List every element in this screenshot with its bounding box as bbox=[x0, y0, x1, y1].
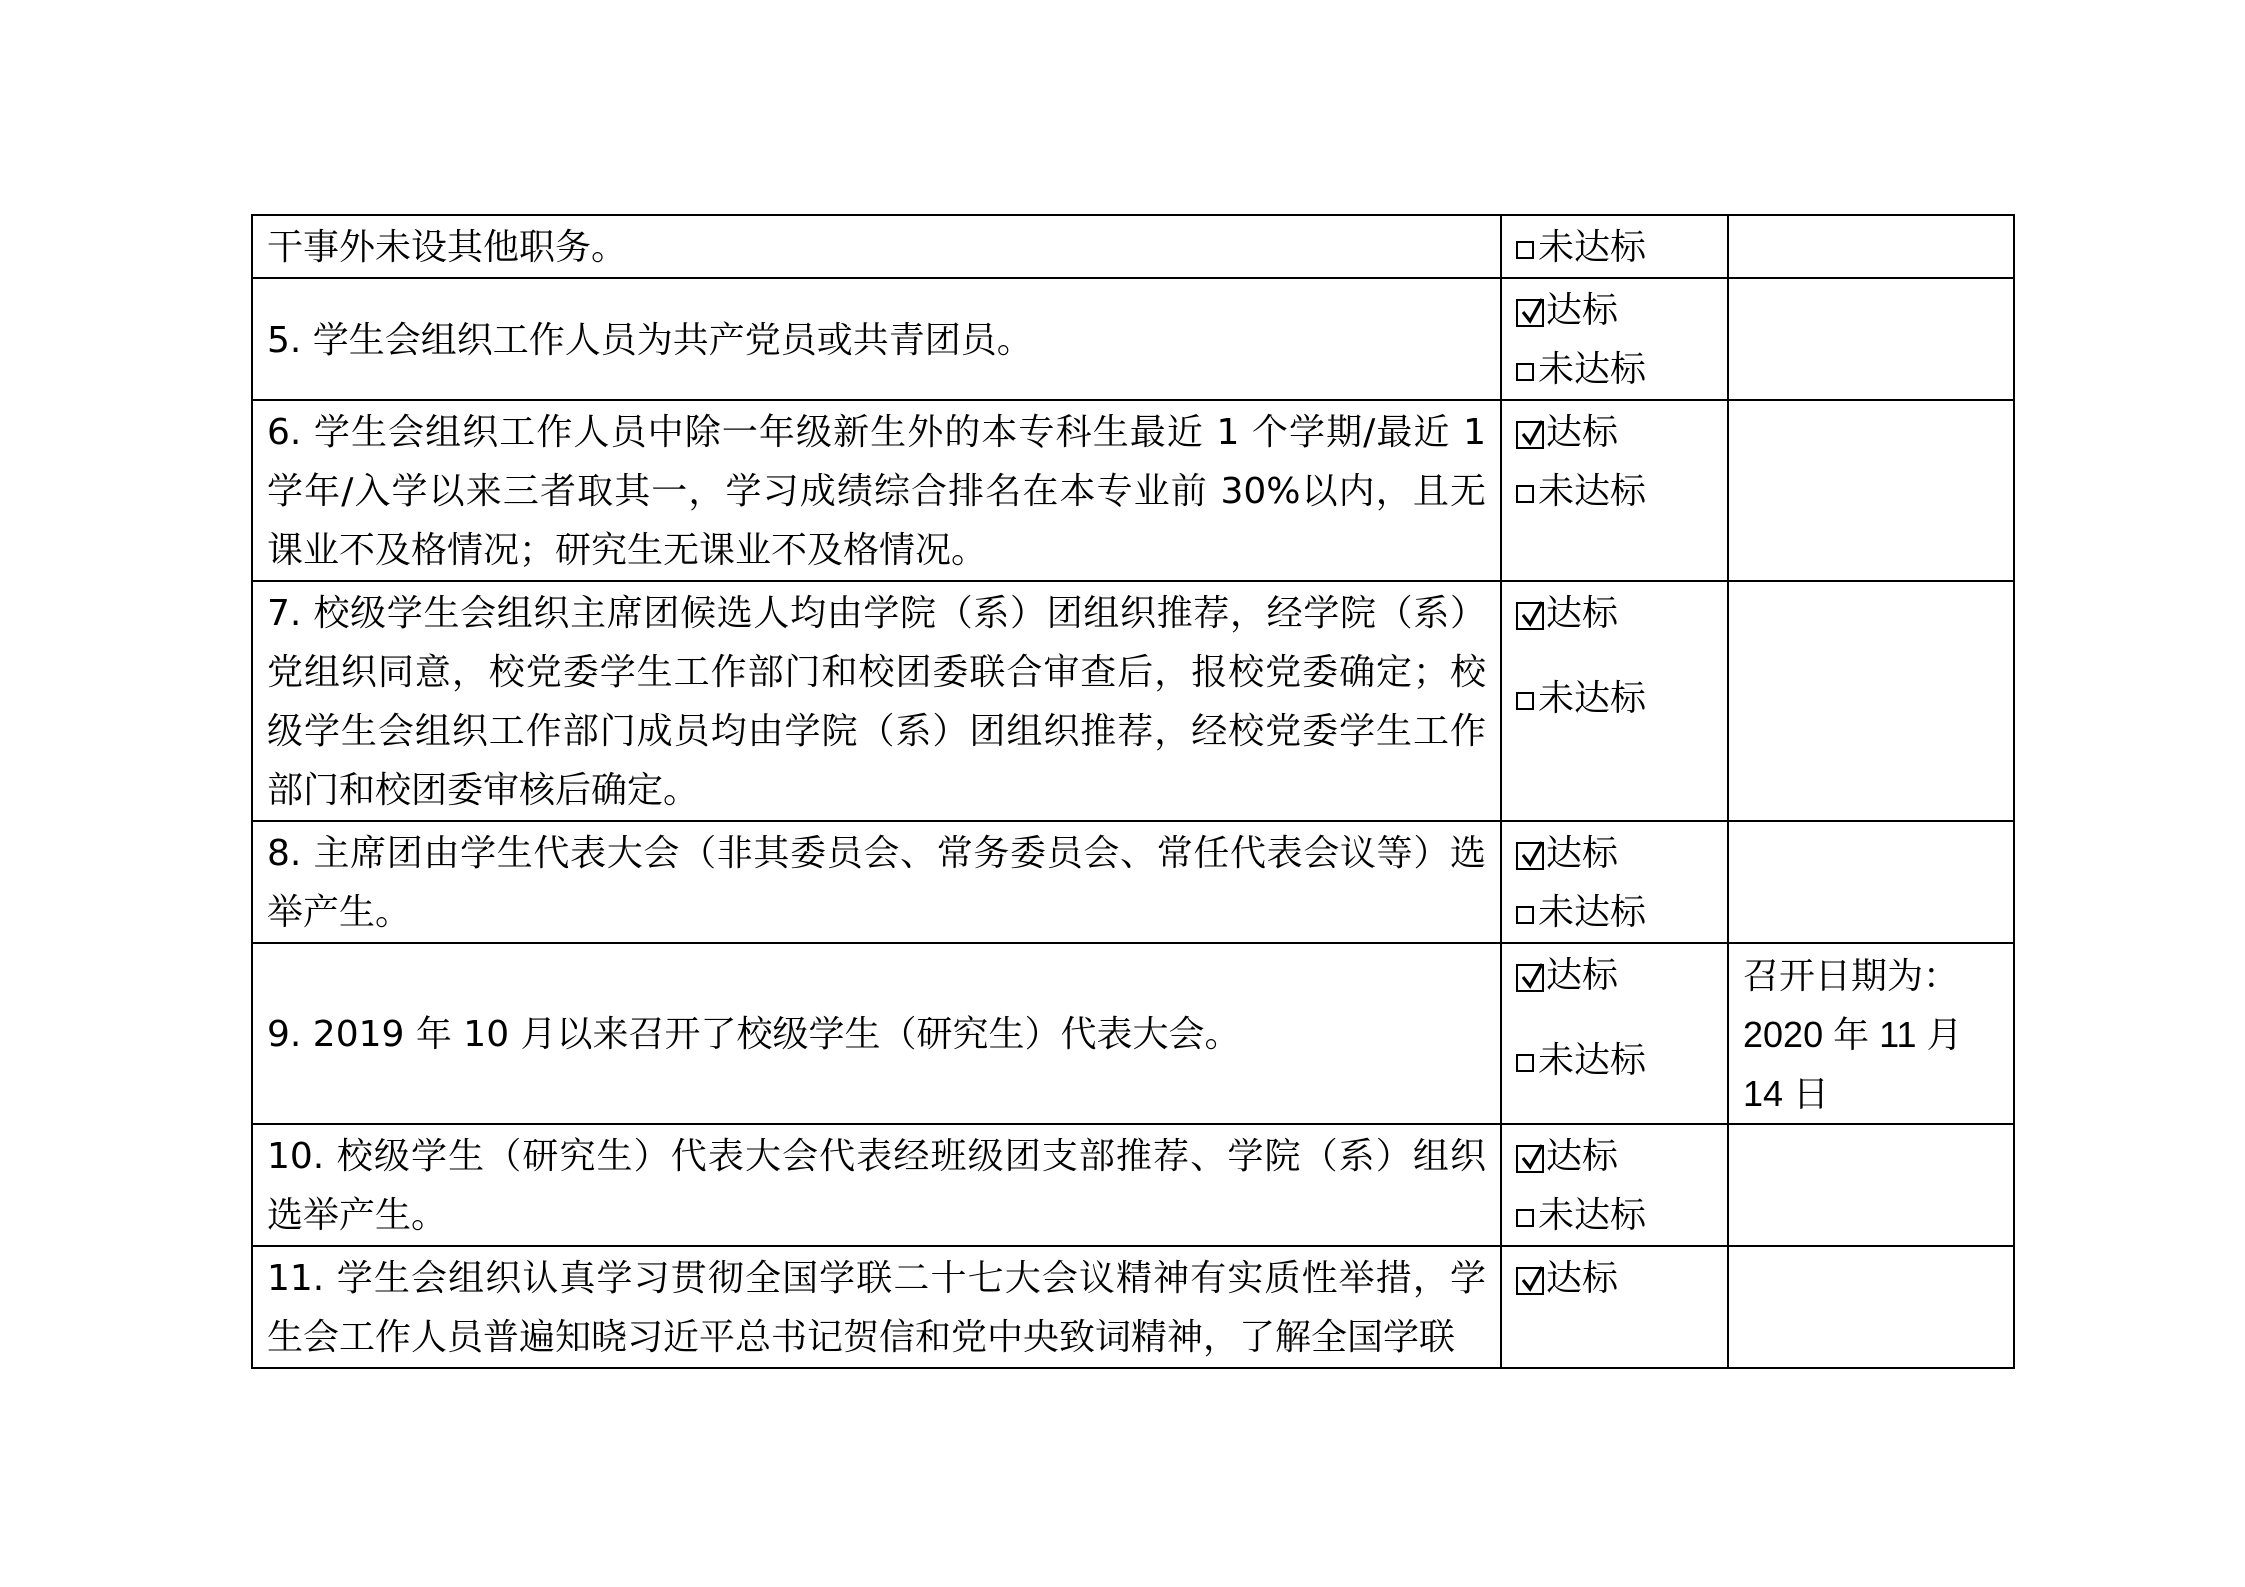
status-pass-label: 达标 bbox=[1546, 593, 1619, 634]
item-text: 5. 学生会组织工作人员为共产党员或共青团员。 bbox=[267, 319, 1033, 361]
note-text bbox=[1729, 822, 2013, 824]
status-option-fail[interactable] bbox=[1516, 1031, 1727, 1090]
checkbox-checked-icon[interactable] bbox=[1516, 842, 1544, 870]
checkbox-unchecked-icon[interactable] bbox=[1516, 485, 1534, 503]
table-row bbox=[252, 215, 2014, 278]
status-cell bbox=[1501, 278, 1728, 400]
status-cell bbox=[1501, 1246, 1728, 1368]
note-text bbox=[1729, 1247, 2013, 1249]
table-row bbox=[252, 400, 2014, 581]
table-row bbox=[252, 1124, 2014, 1246]
status-pass-label: 达标 bbox=[1546, 290, 1619, 331]
note-text bbox=[1729, 216, 2013, 218]
item-cell bbox=[252, 215, 1501, 278]
table-row bbox=[252, 581, 2014, 821]
status-pass-label: 达标 bbox=[1546, 955, 1619, 996]
status-option-fail[interactable] bbox=[1516, 340, 1727, 399]
item-cell bbox=[252, 400, 1501, 581]
status-fail-label: 未达标 bbox=[1538, 678, 1647, 719]
status-option-fail[interactable] bbox=[1516, 669, 1727, 728]
note-text bbox=[1729, 279, 2013, 281]
checkbox-checked-icon[interactable] bbox=[1516, 1145, 1544, 1173]
status-pass-label: 达标 bbox=[1546, 1258, 1619, 1299]
status-option-fail[interactable] bbox=[1516, 883, 1727, 942]
status-cell bbox=[1501, 400, 1728, 581]
checkbox-unchecked-icon[interactable] bbox=[1516, 241, 1534, 259]
checkbox-unchecked-icon[interactable] bbox=[1516, 1054, 1534, 1072]
status-fail-label: 未达标 bbox=[1538, 892, 1647, 933]
status-cell bbox=[1501, 215, 1728, 278]
status-pass-label: 达标 bbox=[1546, 833, 1619, 874]
item-cell bbox=[252, 1246, 1501, 1368]
status-option-pass[interactable] bbox=[1516, 281, 1727, 340]
note-cell bbox=[1728, 400, 2014, 581]
table-row bbox=[252, 278, 2014, 400]
note-cell bbox=[1728, 278, 2014, 400]
table-row bbox=[252, 943, 2014, 1124]
status-pass-label: 达标 bbox=[1546, 1136, 1619, 1177]
item-cell bbox=[252, 1124, 1501, 1246]
checkbox-checked-icon[interactable] bbox=[1516, 964, 1544, 992]
checkbox-checked-icon[interactable] bbox=[1516, 1267, 1544, 1295]
status-fail-label: 未达标 bbox=[1538, 1195, 1647, 1236]
note-cell bbox=[1728, 943, 2014, 1124]
checkbox-unchecked-icon[interactable] bbox=[1516, 692, 1534, 710]
item-cell bbox=[252, 581, 1501, 821]
status-option-fail[interactable] bbox=[1516, 218, 1727, 277]
item-cell bbox=[252, 821, 1501, 943]
table-row bbox=[252, 821, 2014, 943]
checkbox-checked-icon[interactable] bbox=[1516, 602, 1544, 630]
checkbox-checked-icon[interactable] bbox=[1516, 421, 1544, 449]
item-text: 7. 校级学生会组织主席团候选人均由学院（系）团组织推荐，经学院（系）党组织同意，校党委学生工作部门和校团委联合审查后，报校党委确定；校级学生会组织工作部门成员均由学院（系）团组织推荐，经校党委学生工作部门和校团委审核后确定。 bbox=[267, 593, 1486, 811]
checkbox-unchecked-icon[interactable] bbox=[1516, 906, 1534, 924]
status-cell bbox=[1501, 943, 1728, 1124]
status-option-fail[interactable] bbox=[1516, 462, 1727, 521]
table-row bbox=[252, 1246, 2014, 1368]
checkbox-unchecked-icon[interactable] bbox=[1516, 363, 1534, 381]
status-cell bbox=[1501, 581, 1728, 821]
item-text: 11. 学生会组织认真学习贯彻全国学联二十七大会议精神有实质性举措，学生会工作人员普遍知晓习近平总书记贺信和党中央致词精神，了解全国学联 bbox=[267, 1258, 1486, 1358]
item-text: 8. 主席团由学生代表大会（非其委员会、常务委员会、常任代表会议等）选举产生。 bbox=[267, 833, 1486, 933]
item-text: 6. 学生会组织工作人员中除一年级新生外的本专科生最近 1 个学期/最近 1 学年/入学以来三者取其一，学习成绩综合排名在本专业前 30%以内，且无课业不及格情况；研究生无课业不及格情况。 bbox=[267, 412, 1486, 571]
status-fail-label: 未达标 bbox=[1538, 349, 1647, 390]
note-text bbox=[1729, 401, 2013, 403]
status-fail-label: 未达标 bbox=[1538, 471, 1647, 512]
item-cell bbox=[252, 943, 1501, 1124]
note-cell bbox=[1728, 581, 2014, 821]
status-pass-label: 达标 bbox=[1546, 412, 1619, 453]
note-cell bbox=[1728, 1246, 2014, 1368]
checkbox-checked-icon[interactable] bbox=[1516, 299, 1544, 327]
item-text: 10. 校级学生（研究生）代表大会代表经班级团支部推荐、学院（系）组织选举产生。 bbox=[267, 1136, 1486, 1236]
note-text bbox=[1729, 1125, 2013, 1127]
status-option-pass[interactable] bbox=[1516, 403, 1727, 462]
item-cell bbox=[252, 278, 1501, 400]
item-text: 干事外未设其他职务。 bbox=[267, 227, 628, 268]
status-option-pass[interactable] bbox=[1516, 1127, 1727, 1186]
note-text: 召开日期为：2020 年 11 月 14 日 bbox=[1743, 955, 1963, 1114]
status-fail-label: 未达标 bbox=[1538, 1040, 1647, 1081]
checklist-table bbox=[251, 214, 2015, 1369]
status-option-pass[interactable] bbox=[1516, 824, 1727, 883]
checkbox-unchecked-icon[interactable] bbox=[1516, 1209, 1534, 1227]
note-cell bbox=[1728, 821, 2014, 943]
status-option-pass[interactable] bbox=[1516, 1249, 1727, 1308]
status-option-pass[interactable] bbox=[1516, 946, 1727, 1005]
item-text: 9. 2019 年 10 月以来召开了校级学生（研究生）代表大会。 bbox=[267, 1014, 1241, 1055]
status-cell bbox=[1501, 1124, 1728, 1246]
status-option-fail[interactable] bbox=[1516, 1186, 1727, 1245]
note-cell bbox=[1728, 215, 2014, 278]
note-cell bbox=[1728, 1124, 2014, 1246]
note-text bbox=[1729, 582, 2013, 584]
status-cell bbox=[1501, 821, 1728, 943]
status-option-pass[interactable] bbox=[1516, 584, 1727, 643]
status-fail-label: 未达标 bbox=[1538, 227, 1647, 268]
